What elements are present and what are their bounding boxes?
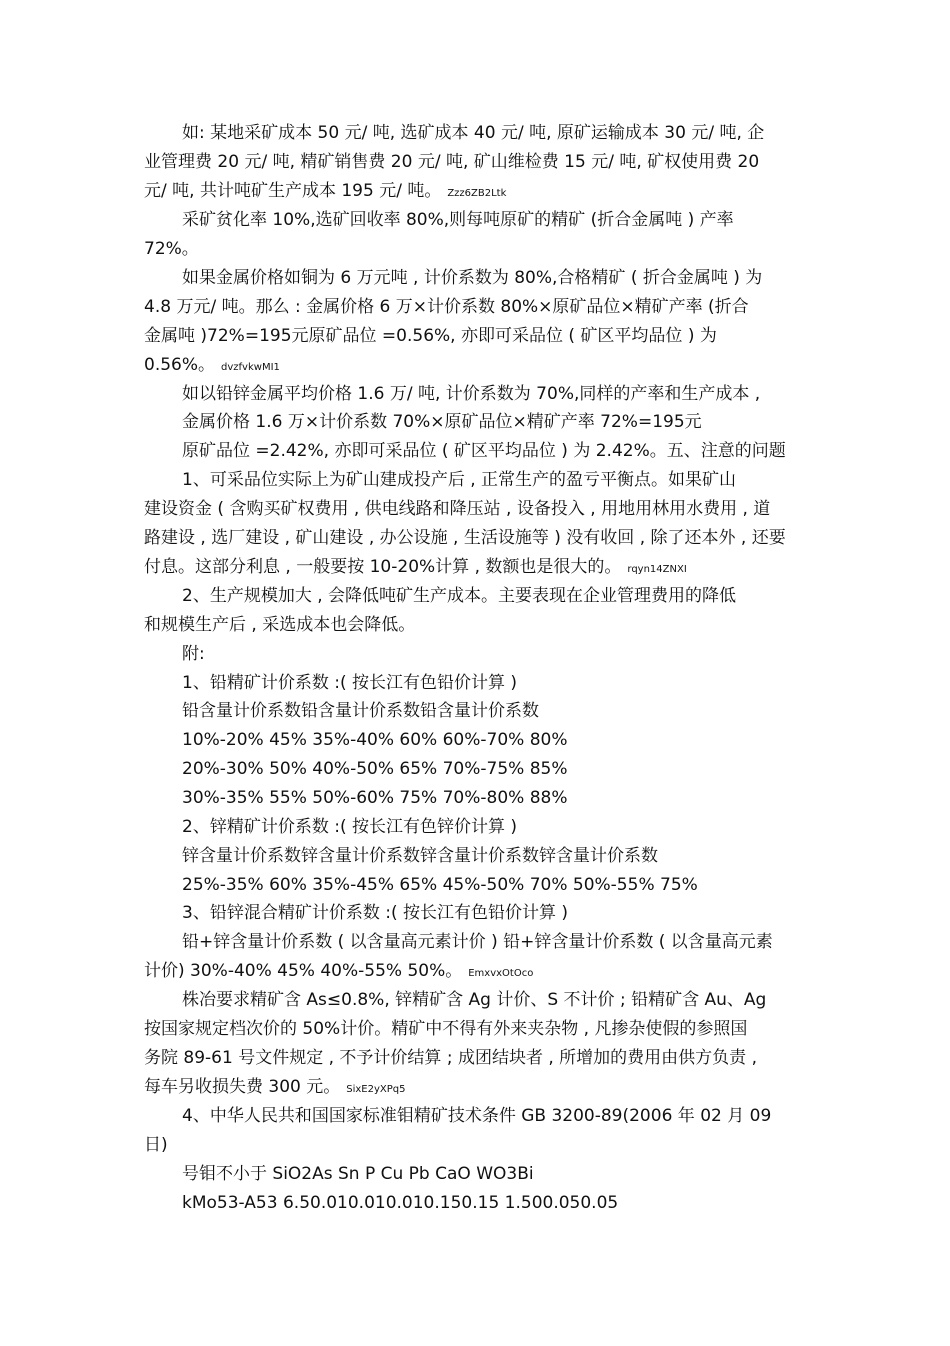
text-line: 建设资金 ( 含购买矿权费用 , 供电线路和降压站 , 设备投入 , 用地用林用水费用 , 道 xyxy=(144,499,771,519)
text-line: 附: xyxy=(182,644,205,664)
text-line: 30%-35% 55% 50%-60% 75% 70%-80% 88% xyxy=(182,788,568,808)
text-line: 72%。 xyxy=(144,239,199,259)
text-line: 1、可采品位实际上为矿山建成投产后 , 正常生产的盈亏平衡点。如果矿山 xyxy=(182,470,737,490)
text-line: 锌含量计价系数锌含量计价系数锌含量计价系数锌含量计价系数 xyxy=(182,846,658,866)
text-line: 10%-20% 45% 35%-40% 60% 60%-70% 80% xyxy=(182,730,568,750)
text-line: 4.8 万元/ 吨。那么 : 金属价格 6 万×计价系数 80%×原矿品位×精矿产率 (折合 xyxy=(144,297,749,317)
text-line: 20%-30% 50% 40%-50% 65% 70%-75% 85% xyxy=(182,759,568,779)
watermark-code: dvzfvkwMI1 xyxy=(221,362,280,373)
text-line: 2、锌精矿计价系数 :( 按长江有色锌价计算 ) xyxy=(182,817,518,837)
watermark-code: SixE2yXPq5 xyxy=(346,1084,406,1095)
text-line: 金属价格 1.6 万×计价系数 70%×原矿品位×精矿产率 72%=195元 xyxy=(182,412,702,432)
text-line: 业管理费 20 元/ 吨, 精矿销售费 20 元/ 吨, 矿山维检费 15 元/ 吨, 矿权使用费 20 xyxy=(144,152,760,172)
text-line: 日) xyxy=(144,1135,168,1155)
text-line: 株冶要求精矿含 As≤0.8%, 锌精矿含 Ag 计价、S 不计价 ; 铅精矿含 Au、Ag xyxy=(182,990,767,1010)
text-line: 元/ 吨, 共计吨矿生产成本 195 元/ 吨。 Zzz6ZB2Ltk xyxy=(144,181,507,201)
text-line: 路建设 , 选厂建设 , 矿山建设 , 办公设施 , 生活设施等 ) 没有收回 , 除了还本外 , 还要 xyxy=(144,528,786,548)
text-line: 每车另收损失费 300 元。 SixE2yXPq5 xyxy=(144,1077,406,1097)
watermark-code: rqyn14ZNXI xyxy=(627,564,687,575)
text-line: 1、铅精矿计价系数 :( 按长江有色铅价计算 ) xyxy=(182,673,518,693)
text-line: 铅含量计价系数铅含量计价系数铅含量计价系数 xyxy=(182,701,539,721)
text-line: 如以铅锌金属平均价格 1.6 万/ 吨, 计价系数为 70%,同样的产率和生产成本 , xyxy=(182,384,761,404)
text-line: kMo53-A53 6.50.010.010.010.150.15 1.500.050.05 xyxy=(182,1193,619,1213)
text-line: 如果金属价格如铜为 6 万元吨 , 计价系数为 80%,合格精矿 ( 折合金属吨 ) 为 xyxy=(182,268,763,288)
text-line: 按国家规定档次价的 50%计价。精矿中不得有外来夹杂物 , 凡掺杂使假的参照国 xyxy=(144,1019,748,1039)
text-line: 3、铅锌混合精矿计价系数 :( 按长江有色铅价计算 ) xyxy=(182,903,569,923)
text-line: 采矿贫化率 10%,选矿回收率 80%,则每吨原矿的精矿 (折合金属吨 ) 产率 xyxy=(182,210,734,230)
text-line: 25%-35% 60% 35%-45% 65% 45%-50% 70% 50%-55% 75% xyxy=(182,875,698,895)
text-line: 付息。这部分利息 , 一般要按 10-20%计算 , 数额也是很大的。 rqyn14ZNXI xyxy=(144,557,687,577)
text-line: 铅+锌含量计价系数 ( 以含量高元素计价 ) 铅+锌含量计价系数 ( 以含量高元素 xyxy=(182,932,773,952)
text-line: 原矿品位 =2.42%, 亦即可采品位 ( 矿区平均品位 ) 为 2.42%。五、注意的问题 xyxy=(182,441,786,461)
watermark-code: EmxvxOtOco xyxy=(468,968,534,979)
text-line: 4、中华人民共和国国家标准钼精矿技术条件 GB 3200-89(2006 年 02 月 09 xyxy=(182,1106,772,1126)
text-line: 如: 某地采矿成本 50 元/ 吨, 选矿成本 40 元/ 吨, 原矿运输成本 30 元/ 吨, 企 xyxy=(182,123,765,143)
text-line: 计价) 30%-40% 45% 40%-55% 50%。 EmxvxOtOco xyxy=(144,961,534,981)
text-line: 和规模生产后 , 采选成本也会降低。 xyxy=(144,615,416,635)
watermark-code: Zzz6ZB2Ltk xyxy=(447,188,507,199)
text-line: 0.56%。 dvzfvkwMI1 xyxy=(144,355,280,375)
text-line: 2、生产规模加大 , 会降低吨矿生产成本。主要表现在企业管理费用的降低 xyxy=(182,586,737,606)
text-line: 号钼不小于 SiO2As Sn P Cu Pb CaO WO3Bi xyxy=(182,1164,534,1184)
text-line: 务院 89-61 号文件规定 , 不予计价结算 ; 成团结块者 , 所增加的费用由供方负责 , xyxy=(144,1048,757,1068)
text-line: 金属吨 )72%=195元原矿品位 =0.56%, 亦即可采品位 ( 矿区平均品位 ) 为 xyxy=(144,326,717,346)
